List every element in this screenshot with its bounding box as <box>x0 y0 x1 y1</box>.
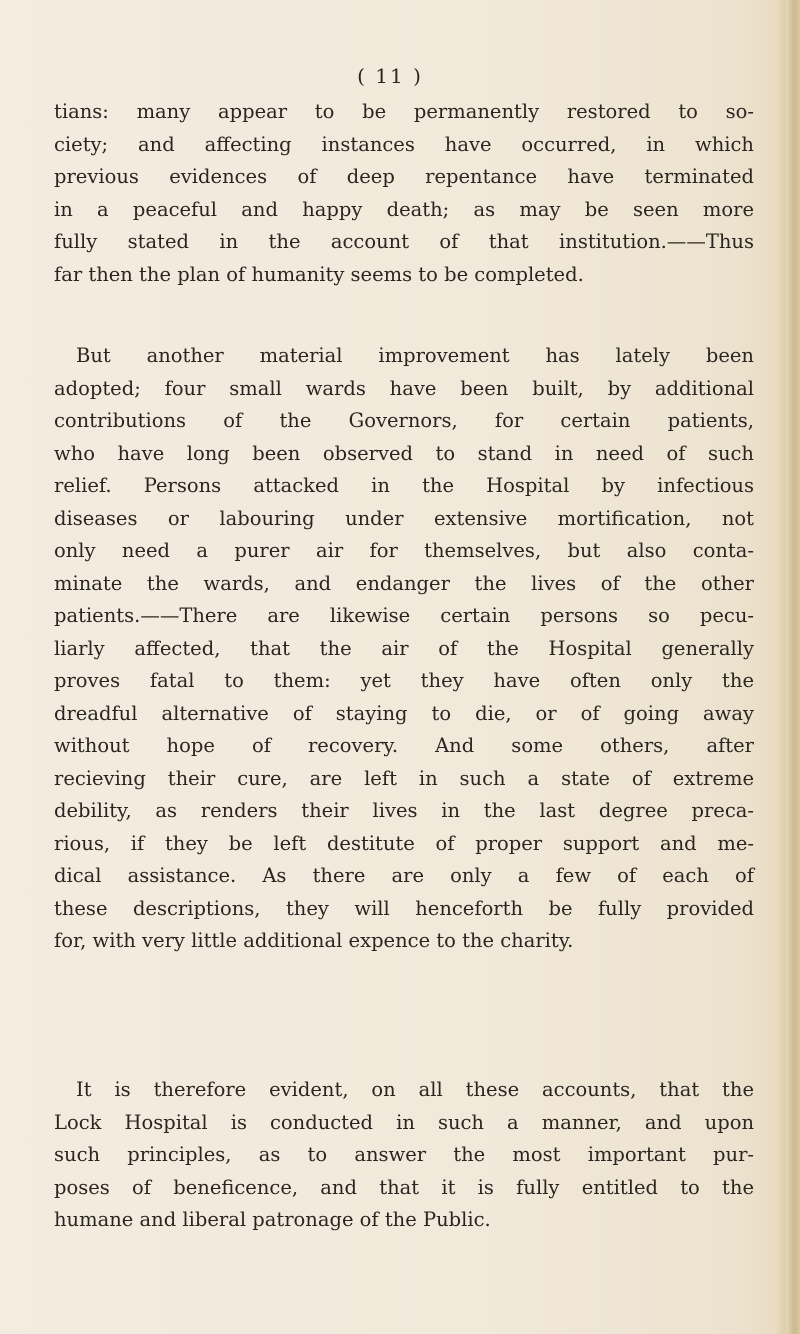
text-line: humane and liberal patronage of the Public. <box>54 1208 491 1231</box>
page-edge <box>786 0 800 1334</box>
text-line: debility, as renders their lives in the last degree preca- <box>54 799 754 822</box>
text-line: previous evidences of deep repentance have terminated <box>54 165 754 188</box>
text-line: proves fatal to them: yet they have often only the <box>54 669 754 692</box>
paragraph-2 <box>54 340 754 958</box>
text-line: relief. Persons attacked in the Hospital by infectious <box>54 474 754 497</box>
text-line: contributions of the Governors, for certain patients, <box>54 409 754 432</box>
text-line: far then the plan of humanity seems to be completed. <box>54 262 584 286</box>
text-line: tians: many appear to be permanently restored to so- <box>54 100 754 123</box>
text-line: It is therefore evident, on all these accounts, that the <box>76 1078 754 1101</box>
text-line: only need a purer air for themselves, but also conta- <box>54 539 754 562</box>
text-line: ciety; and affecting instances have occurred, in which <box>54 132 754 156</box>
paragraph-1 <box>54 96 754 291</box>
text-line: without hope of recovery. And some others, after <box>54 734 754 757</box>
text-line: dreadful alternative of staying to die, or of going away <box>54 701 754 725</box>
text-line: rious, if they be left destitute of proper support and me- <box>54 831 754 855</box>
text-line: these descriptions, they will henceforth be fully provided <box>54 896 754 920</box>
text-line: liarly affected, that the air of the Hospital generally <box>54 636 754 660</box>
text-line: in a peaceful and happy death; as may be seen more <box>54 197 754 221</box>
text-line: Lock Hospital is conducted in such a manner, and upon <box>54 1110 754 1134</box>
text-line: patients.——There are likewise certain persons so pecu- <box>54 604 754 627</box>
text-line: adopted; four small wards have been built, by additional <box>54 376 754 400</box>
text-line: But another material improvement has lately been <box>76 344 754 367</box>
text-line: dical assistance. As there are only a few of each of <box>54 864 754 887</box>
text-line: diseases or labouring under extensive mortification, not <box>54 506 754 530</box>
text-line: fully stated in the account of that institution.——Thus <box>54 230 754 253</box>
paragraph-3 <box>54 1074 754 1237</box>
text-line: minate the wards, and endanger the lives of the other <box>54 571 754 595</box>
page-number: ( 11 ) <box>357 64 423 88</box>
text-line: recieving their cure, are left in such a state of extreme <box>54 766 754 790</box>
text-line: poses of beneficence, and that it is fully entitled to the <box>54 1175 754 1199</box>
text-line: who have long been observed to stand in need of such <box>54 441 754 465</box>
text-line: such principles, as to answer the most important pur- <box>54 1143 754 1166</box>
text-line: for, with very little additional expence to the charity. <box>54 929 574 952</box>
